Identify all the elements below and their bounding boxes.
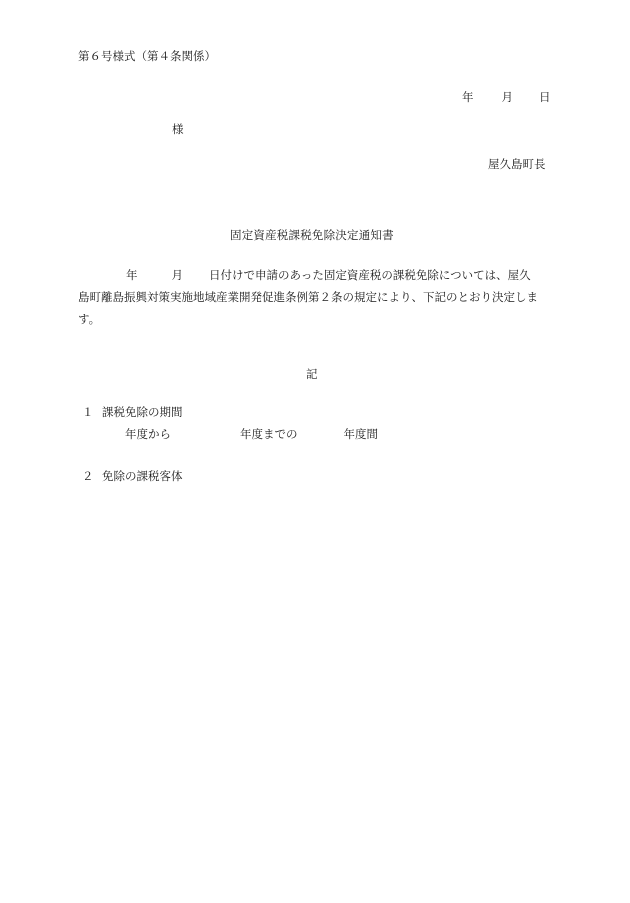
notice-body (78, 264, 553, 330)
body-line-1 (78, 264, 553, 286)
item-number: １ (82, 405, 94, 419)
date-year-label: 年 (462, 90, 474, 104)
body-year-label: 年 (126, 268, 138, 282)
date-day-label: 日 (539, 90, 551, 104)
item-title: 免除の課税客体 (102, 469, 183, 483)
issuer-name: 屋久島町長 (488, 157, 546, 171)
issue-date (462, 92, 551, 104)
exemption-period-line (125, 429, 378, 441)
date-month-label: 月 (501, 90, 513, 104)
ki-heading: 記 (306, 367, 318, 381)
item-exemption-period (82, 407, 183, 419)
form-number-label: 第６号様式（第４条関係） (78, 49, 216, 63)
item-exempt-objects (82, 471, 183, 483)
item-number: ２ (82, 469, 94, 483)
period-from-label: 年度から (125, 427, 171, 441)
body-line-3: す。 (78, 312, 101, 326)
body-line-1-text: 日付けで申請のあった固定資産税の課税免除については、屋久 (209, 268, 531, 282)
period-until-label: 年度までの (240, 427, 298, 441)
item-title: 課税免除の期間 (102, 405, 183, 419)
body-line-2: 島町離島振興対策実施地域産業開発促進条例第２条の規定により、下記のとおり決定しま (78, 290, 538, 304)
body-month-label: 月 (171, 268, 183, 282)
addressee-suffix: 様 (172, 122, 184, 136)
document-title: 固定資産税課税免除決定通知書 (230, 228, 394, 242)
period-duration-label: 年度間 (343, 427, 378, 441)
